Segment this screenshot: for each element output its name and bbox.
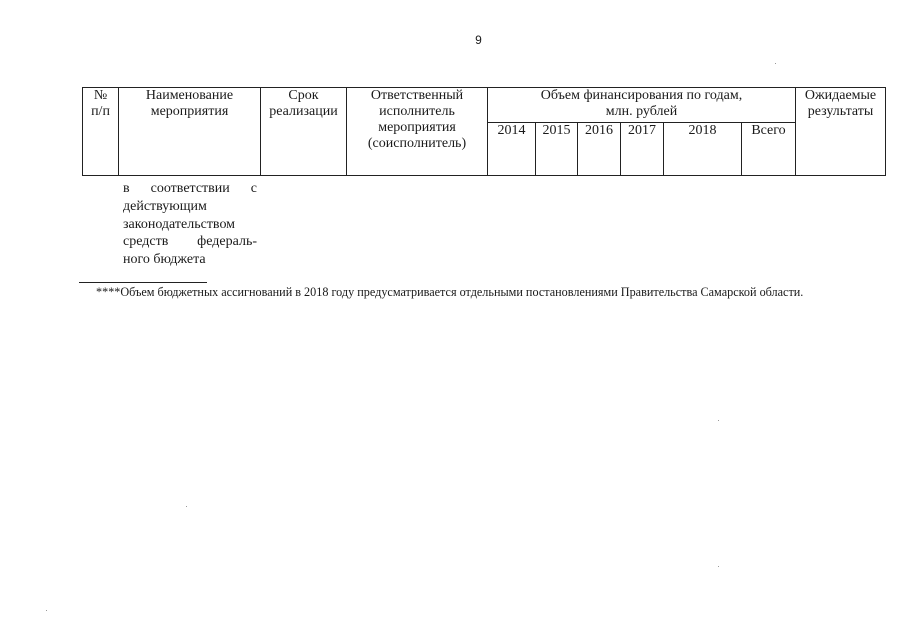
page-number: 9 xyxy=(475,33,482,47)
footnote-separator xyxy=(79,282,207,283)
header-financing xyxy=(488,88,796,123)
continuation-line: действующим xyxy=(123,198,207,214)
program-table-header xyxy=(82,87,886,176)
header-financing-line-1: Объем финансирования по годам, xyxy=(540,88,743,103)
header-term xyxy=(261,88,347,176)
continuation-text xyxy=(123,180,257,269)
footnote: ****Объем бюджетных ассигнований в 2018 году предусматривается отдельными постановлениями Правительства Самарской области. xyxy=(96,285,804,299)
header-number-line-2: п/п xyxy=(91,104,110,119)
header-results-line-1: Ожидаемые xyxy=(804,88,877,103)
header-term-line-1: Срок xyxy=(288,88,319,103)
header-results-line-2: результаты xyxy=(807,104,874,119)
scan-speck xyxy=(718,566,719,567)
scan-speck xyxy=(186,506,187,507)
continuation-line: в соответствии с xyxy=(123,181,257,196)
header-year-2014: 2014 xyxy=(488,123,536,176)
continuation-line: ного бюджета xyxy=(123,252,206,268)
header-year-total: Всего xyxy=(742,123,796,176)
header-results xyxy=(796,88,886,176)
scan-speck xyxy=(46,610,47,611)
header-financing-line-2: млн. рублей xyxy=(605,104,678,119)
header-term-line-2: реализации xyxy=(269,104,338,119)
header-executor xyxy=(347,88,488,176)
header-event-name-line-1: Наименование xyxy=(145,88,234,103)
header-year-2016: 2016 xyxy=(578,123,621,176)
header-executor-line-1: Ответственный xyxy=(370,88,464,103)
scan-speck xyxy=(775,63,776,64)
header-year-2018: 2018 xyxy=(664,123,742,176)
header-executor-line-3: мероприятия xyxy=(378,120,456,135)
header-number-line-1: № xyxy=(93,88,108,103)
header-year-2017: 2017 xyxy=(621,123,664,176)
header-year-2015: 2015 xyxy=(536,123,578,176)
header-executor-line-2: исполнитель xyxy=(379,104,455,119)
continuation-line: средств федераль- xyxy=(123,234,257,250)
scan-speck xyxy=(718,420,719,421)
header-event-name xyxy=(119,88,261,176)
continuation-line: законодательством xyxy=(123,216,236,232)
header-number xyxy=(83,88,119,176)
header-executor-line-4: (соисполнитель) xyxy=(367,136,467,151)
header-event-name-line-2: мероприятия xyxy=(150,104,229,119)
